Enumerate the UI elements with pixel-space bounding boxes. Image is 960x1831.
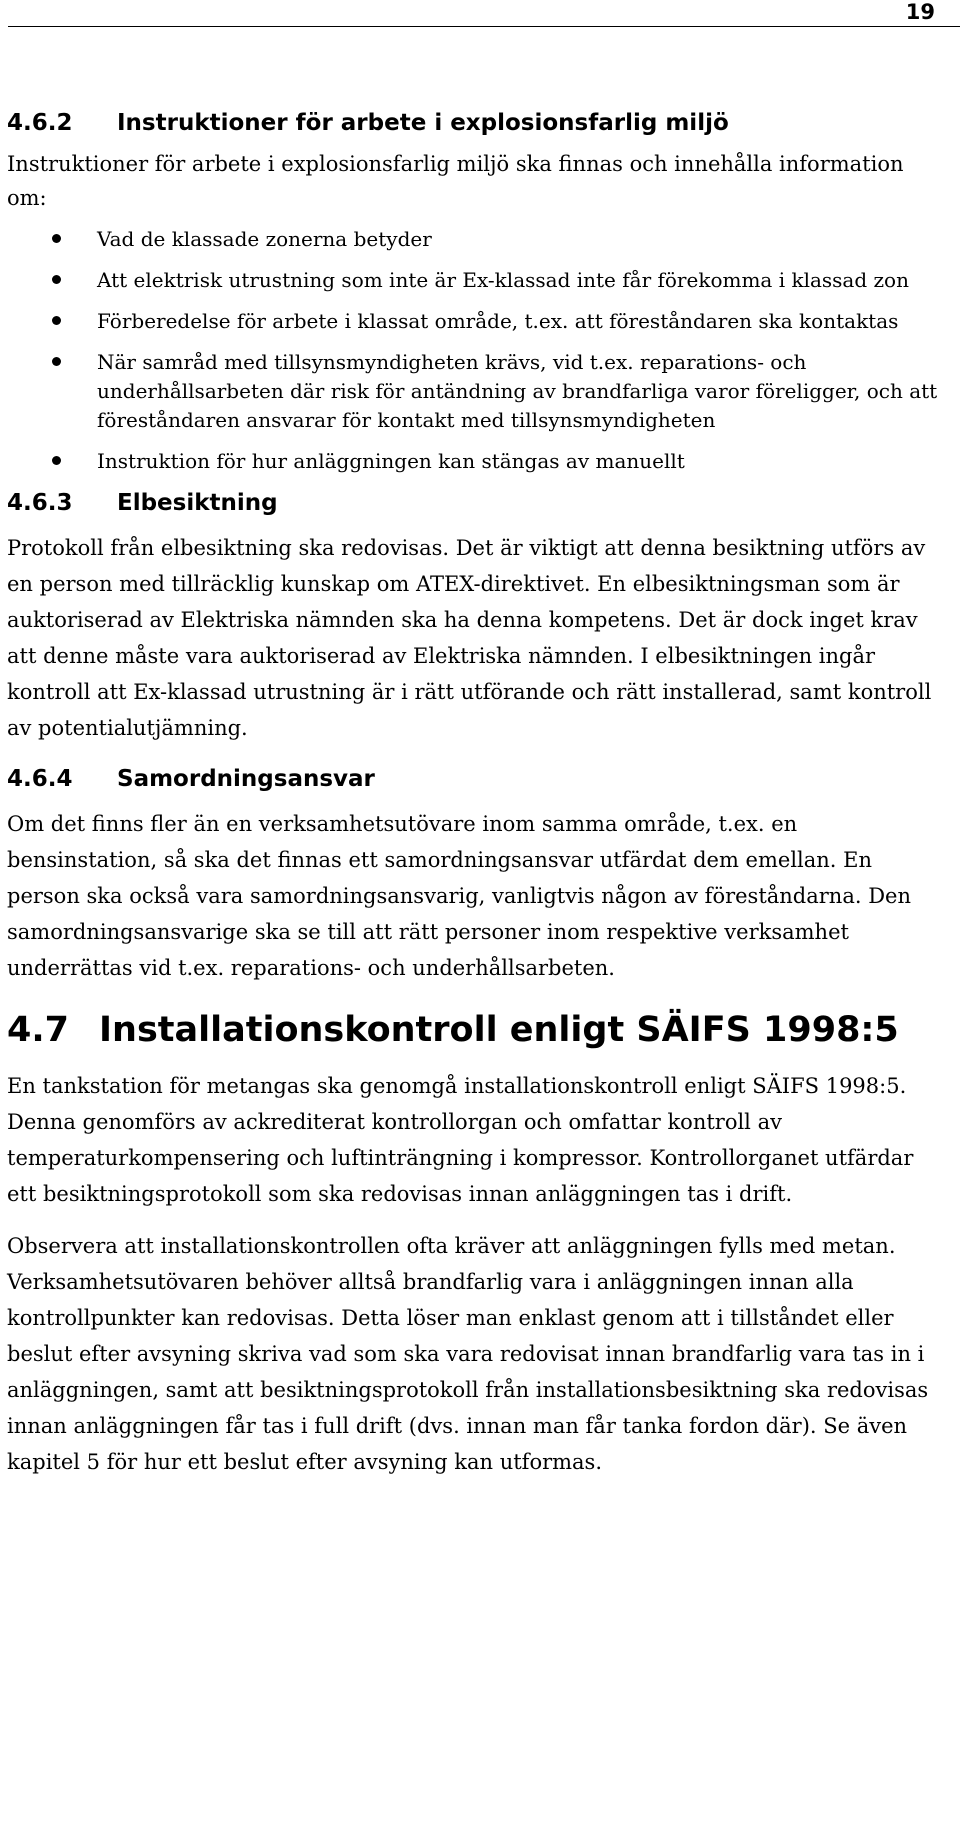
list-item-text: Att elektrisk utrustning som inte är Ex-klassad inte får förekomma i klassad zon [97,268,909,292]
heading-4-7 [7,1008,942,1052]
list-item-text: Förberedelse för arbete i klassat område, t.ex. att föreståndaren ska kontaktas [97,309,899,333]
heading-4-6-3-number: 4.6.3 [7,490,73,516]
bullet-icon [52,316,61,325]
list-item-text: Vad de klassade zonerna betyder [97,227,432,251]
page-number: 19 [905,0,935,24]
heading-4-6-2-title: Instruktioner för arbete i explosionsfarlig miljö [117,110,729,136]
bullet-icon [52,357,61,366]
heading-4-6-2-number: 4.6.2 [7,110,73,136]
heading-4-6-3 [7,488,942,518]
heading-4-6-4 [7,764,942,794]
heading-4-6-3-title: Elbesiktning [117,490,278,516]
list-item [7,225,942,254]
heading-4-7-title: Installationskontroll enligt SÄIFS 1998:5 [99,1010,899,1050]
bullet-icon [52,234,61,243]
header-rule [8,26,960,27]
list-item [7,447,942,476]
heading-4-7-number: 4.7 [7,1010,70,1050]
heading-4-6-4-title: Samordningsansvar [117,766,375,792]
section-4-6-2-intro: Instruktioner för arbete i explosionsfarlig miljö ska finnas och innehålla information om: [7,152,904,210]
heading-4-6-2 [7,108,942,138]
bullet-icon [52,456,61,465]
list-item [7,266,942,295]
list-item-text: När samråd med tillsynsmyndigheten krävs, vid t.ex. reparations- och underhållsarbeten där risk för antändning av brandfarliga varor föreligger, och att föreståndaren ansvarar för kontakt med tillsynsmyndigheten [97,350,938,432]
document-body [7,108,942,1480]
section-4-7-paragraph-2: Observera att installationskontrollen ofta kräver att anläggningen fylls med metan. Verksamhetsutövaren behöver alltså brandfarlig vara i anläggningen innan alla kontrollpunkter kan redovisas. Detta löser man enklast genom att i tillståndet eller beslut efter avsyning skriva vad som ska vara redovisat innan brandfarlig vara tas in i anläggningen, samt att besiktningsprotokoll från installationsbesiktning ska redovisas innan anläggningen får tas i full drift (dvs. innan man får tanka fordon där). Se även kapitel 5 för hur ett beslut efter avsyning kan utformas. [7,1234,929,1474]
list-item-text: Instruktion för hur anläggningen kan stängas av manuellt [97,449,685,473]
bullet-icon [52,275,61,284]
heading-4-6-4-number: 4.6.4 [7,766,73,792]
section-4-6-4-paragraph: Om det finns fler än en verksamhetsutövare inom samma område, t.ex. en bensinstation, så ska det finnas ett samordningsansvar utfärdat dem emellan. En person ska också vara samordningsansvarig, vanligtvis någon av föreståndarna. Den samordningsansvarige ska se till att rätt personer inom respektive verksamhet underrättas vid t.ex. reparations- och underhållsarbeten. [7,812,911,980]
list-item [7,348,942,435]
instruction-list [7,225,942,476]
section-4-7-paragraph-1: En tankstation för metangas ska genomgå installationskontroll enligt SÄIFS 1998:5. Denna genomförs av ackrediterat kontrollorgan och omfattar kontroll av temperaturkompensering och luftinträngning i kompressor. Kontrollorganet utfärdar ett besiktningsprotokoll som ska redovisas innan anläggningen tas i drift. [7,1074,914,1206]
list-item [7,307,942,336]
section-4-6-3-paragraph: Protokoll från elbesiktning ska redovisas. Det är viktigt att denna besiktning utförs av en person med tillräcklig kunskap om ATEX-direktivet. En elbesiktningsman som är auktoriserad av Elektriska nämnden ska ha denna kompetens. Det är dock inget krav att denne måste vara auktoriserad av Elektriska nämnden. I elbesiktningen ingår kontroll att Ex-klassad utrustning är i rätt utförande och rätt installerad, samt kontroll av potentialutjämning. [7,536,932,740]
